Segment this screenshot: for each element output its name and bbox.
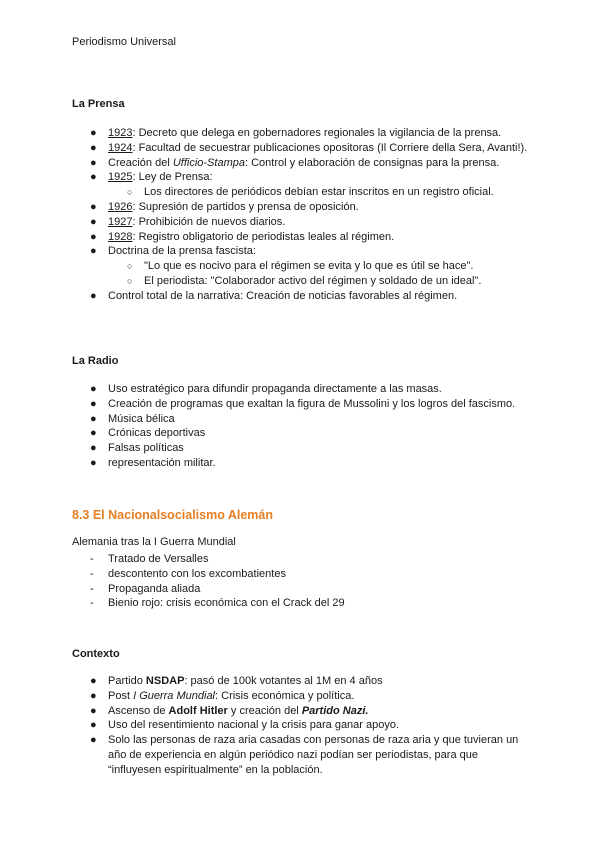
prensa-heading: La Prensa — [72, 98, 125, 110]
list-item: - descontento con los excombatientes — [90, 567, 286, 580]
list-item: ● 1927: Prohibición de nuevos diarios. — [90, 215, 286, 228]
list-item: ● Música bélica — [90, 412, 175, 425]
list-item: ● Creación de programas que exaltan la figura de Mussolini y los logros del fascismo. — [90, 397, 516, 410]
sub-list-item: ○ "Lo que es nocivo para el régimen se evita y lo que es útil se hace". — [127, 260, 474, 273]
list-item: ● 1925: Ley de Prensa: ○ Los directores de periódicos debían estar inscritos en un registro oficial. — [72, 170, 528, 200]
bullet-icon: ● — [90, 141, 97, 154]
bullet-icon: ● — [90, 171, 97, 184]
section-heading: 8.3 El Nacionalsocialismo Alemán — [72, 508, 274, 522]
list-item: ● 1926: Supresión de partidos y prensa de oposición. — [90, 200, 359, 213]
bullet-icon: ● — [90, 412, 97, 425]
bullet-icon: ● — [90, 442, 97, 455]
list-item: ● Crónicas deportivas — [90, 427, 206, 440]
list-item: ● Doctrina de la prensa fascista: ○ "Lo que es nocivo para el régimen se evita y lo que es útil se hace". ○ El periodista: "Colaborador activo del régimen y soldado de un ideal". — [72, 244, 528, 288]
bullet-icon: ● — [90, 200, 97, 213]
list-item: ● Falsas políticas — [90, 442, 184, 455]
list-item: ● Partido NSDAP: pasó de 100k votantes al 1M en 4 años — [90, 675, 383, 687]
circle-bullet-icon: ○ — [127, 275, 133, 286]
contexto-heading: Contexto — [72, 648, 120, 660]
list-item: ● 1928: Registro obligatorio de periodistas leales al régimen. — [90, 230, 395, 243]
list-item: - Bienio rojo: crisis económica con el Crack del 29 — [90, 597, 345, 610]
sub-list-item: ○ El periodista: "Colaborador activo del régimen y soldado de un ideal". — [127, 274, 482, 287]
prensa-list — [72, 126, 528, 304]
circle-bullet-icon: ○ — [127, 187, 133, 198]
radio-heading: La Radio — [72, 355, 119, 367]
dash-icon: - — [90, 582, 94, 595]
list-item: ● Creación del Ufficio-Stampa: Control y elaboración de consignas para la prensa. — [90, 156, 500, 169]
dash-icon: - — [90, 597, 94, 610]
contexto-list — [72, 674, 528, 778]
list-item: ● Control total de la narrativa: Creación de noticias favorables al régimen. — [90, 289, 458, 302]
list-item: ● Uso del resentimiento nacional y la crisis para ganar apoyo. — [90, 719, 400, 732]
bullet-icon: ● — [90, 215, 97, 228]
dash-icon: - — [90, 567, 94, 580]
bullet-icon: ● — [90, 397, 97, 410]
alemania-list — [72, 552, 345, 611]
bullet-icon: ● — [90, 456, 97, 469]
list-item: - Tratado de Versalles — [90, 553, 209, 565]
bullet-icon: ● — [90, 719, 97, 732]
list-item: ● representación militar. — [90, 456, 216, 469]
bullet-icon: ● — [90, 675, 97, 687]
alemania-intro: Alemania tras la I Guerra Mundial — [72, 536, 236, 548]
radio-list — [72, 382, 528, 471]
bullet-icon: ● — [90, 230, 97, 243]
list-item: ● Uso estratégico para difundir propaganda directamente a las masas. — [90, 383, 442, 395]
circle-bullet-icon: ○ — [127, 261, 133, 272]
bullet-icon: ● — [90, 245, 97, 258]
sub-list — [108, 259, 528, 289]
list-item: ● Solo las personas de raza aria casadas con personas de raza aria y que tuvieran un año de experiencia en algún periódico nazi podían ser periodistas, para que “influyesen espiritualmente” en la población. — [90, 734, 519, 776]
bullet-icon: ● — [90, 689, 97, 702]
list-item: ● 1924: Facultad de secuestrar publicaciones opositoras (Il Corriere della Sera, Avanti!). — [90, 141, 528, 154]
bullet-icon: ● — [90, 704, 97, 717]
page-header: Periodismo Universal — [72, 36, 176, 48]
bullet-icon: ● — [90, 383, 97, 395]
bullet-icon: ● — [90, 127, 97, 139]
list-item: ● Ascenso de Adolf Hitler y creación del Partido Nazi. — [90, 704, 369, 717]
bullet-icon: ● — [90, 156, 97, 169]
bullet-icon: ● — [90, 734, 97, 747]
dash-icon: - — [90, 553, 94, 565]
list-item: ● 1923: Decreto que delega en gobernadores regionales la vigilancia de la prensa. — [90, 127, 502, 139]
sub-list-item: ○ Los directores de periódicos debían estar inscritos en un registro oficial. — [127, 186, 494, 199]
bullet-icon: ● — [90, 427, 97, 440]
list-item: - Propaganda aliada — [90, 582, 201, 595]
bullet-icon: ● — [90, 289, 97, 302]
list-item: ● Post I Guerra Mundial: Crisis económica y política. — [90, 689, 355, 702]
sub-list — [108, 185, 528, 200]
